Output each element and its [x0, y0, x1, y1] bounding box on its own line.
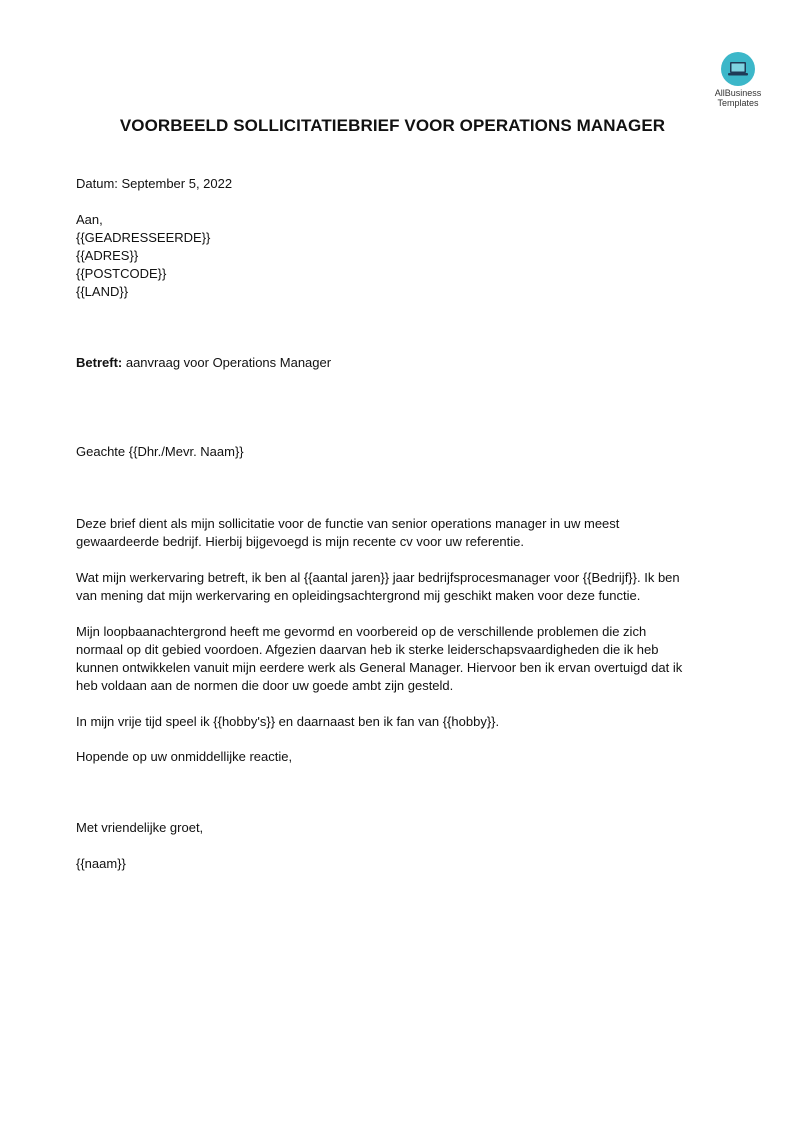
- subject-text: aanvraag voor Operations Manager: [122, 355, 332, 370]
- subject-line: [76, 354, 716, 372]
- address-addressee: {{GEADRESSEERDE}}: [76, 230, 211, 245]
- greeting: Geachte {{Dhr./Mevr. Naam}}: [76, 444, 244, 459]
- address-street: {{ADRES}}: [76, 248, 139, 263]
- paragraph-2: Wat mijn werkervaring betreft, ik ben al {{aantal jaren}} jaar bedrijfsprocesmanager voor {{Bedrijf}}. Ik ben van mening dat mijn werkervaring en opleidingsachtergrond mij geschikt maken voor deze functie.: [76, 570, 680, 603]
- brand-name: AllBusiness Templates: [714, 88, 762, 108]
- paragraph-4: In mijn vrije tijd speel ik {{hobby's}} en daarnaast ben ik fan van {{hobby}}.: [76, 714, 500, 729]
- document-title: VOORBEELD SOLLICITATIEBRIEF VOOR OPERATIONS MANAGER: [119, 116, 666, 135]
- address-to: Aan,: [76, 212, 103, 227]
- address-postcode: {{POSTCODE}}: [76, 266, 167, 281]
- address-country: {{LAND}}: [76, 284, 129, 299]
- paragraph-1: Deze brief dient als mijn sollicitatie voor de functie van senior operations manager in uw meest gewaardeerde bedrijf. Hierbij bijgevoegd is mijn recente cv voor uw referentie.: [76, 516, 620, 549]
- paragraph-3: Mijn loopbaanachtergrond heeft me gevormd en voorbereid op de verschillende problemen die zich normaal op dit gebied voordoen. Afgezien daarvan heb ik sterke leiderschapsvaardigheden die ik heb kunnen ontwikkelen vanuit mijn eerdere werk als General Manager. Hiervoor ben ik ervan overtuigd dat ik heb voldaan aan de normen die door uw goede ambt zijn gesteld.: [76, 624, 683, 693]
- recipient-address: [76, 211, 716, 301]
- subject-label: Betreft:: [76, 355, 123, 370]
- signature: {{naam}}: [76, 856, 126, 871]
- closing-hope: Hopende op uw onmiddellijke reactie,: [76, 749, 293, 764]
- brand-logo: [706, 52, 770, 108]
- laptop-icon: [721, 52, 755, 86]
- date-line: Datum: September 5, 2022: [76, 176, 233, 191]
- closing: Met vriendelijke groet,: [76, 820, 204, 835]
